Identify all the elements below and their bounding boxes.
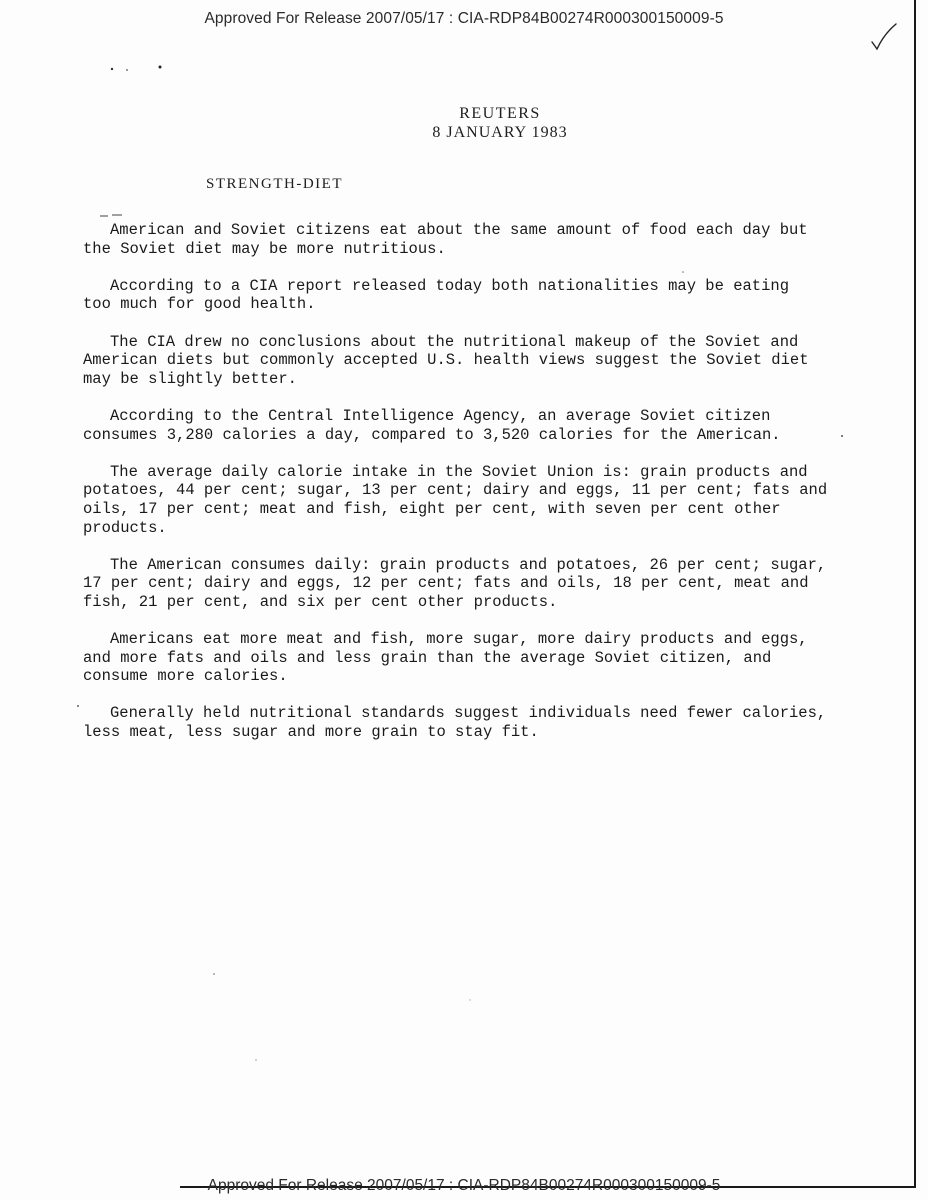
paragraph: American and Soviet citizens eat about the same amount of food each day but the Soviet diet may be more nutritious. (83, 221, 808, 258)
news-source: REUTERS (459, 105, 541, 122)
page-border-right (914, 0, 916, 1188)
handwritten-checkmark-icon (868, 22, 898, 50)
article-slug: STRENGTH-DIET (206, 176, 343, 192)
paragraph: The CIA drew no conclusions about the nutritional makeup of the Soviet and American diets but commonly accepted U.S. health views suggest the Soviet diet may be slightly better. (83, 332, 809, 388)
release-header: Approved For Release 2007/05/17 : CIA-RDP84B00274R000300150009-5 (204, 10, 724, 27)
paragraph: The American consumes daily: grain products and potatoes, 26 per cent; sugar, 17 per cent; dairy and eggs, 12 per cent; fats and oils, 18 per cent, meat and fish, 21 per cent, and six per cent other products. (83, 555, 827, 611)
release-footer: Approved For Release 2007/05/17 : CIA-RDP84B00274R000300150009-5 (207, 1177, 721, 1194)
paragraph: Americans eat more meat and fish, more sugar, more dairy products and eggs, and more fats and oils and less grain than the average Soviet citizen, and consume more calories. (83, 630, 808, 686)
scan-dash-mark (98, 212, 126, 220)
paragraph: According to a CIA report released today both nationalities may be eating too much for good health. (83, 276, 790, 314)
paragraph: Generally held nutritional standards suggest individuals need fewer calories, less meat, less sugar and more grain to stay fit. (83, 704, 827, 742)
article-body (83, 221, 843, 760)
article-date: 8 JANUARY 1983 (432, 124, 568, 141)
scan-specks (100, 58, 180, 78)
paragraph: The average daily calorie intake in the Soviet Union is: grain products and potatoes, 44 per cent; sugar, 13 per cent; dairy and eggs, 11 per cent; fats and oils, 17 per cent; meat and fish, eight per cent, with seven per cent other products. (83, 462, 828, 537)
paragraph: According to the Central Intelligence Agency, an average Soviet citizen consumes 3,280 calories a day, compared to 3,520 calories for the American. (83, 406, 781, 444)
